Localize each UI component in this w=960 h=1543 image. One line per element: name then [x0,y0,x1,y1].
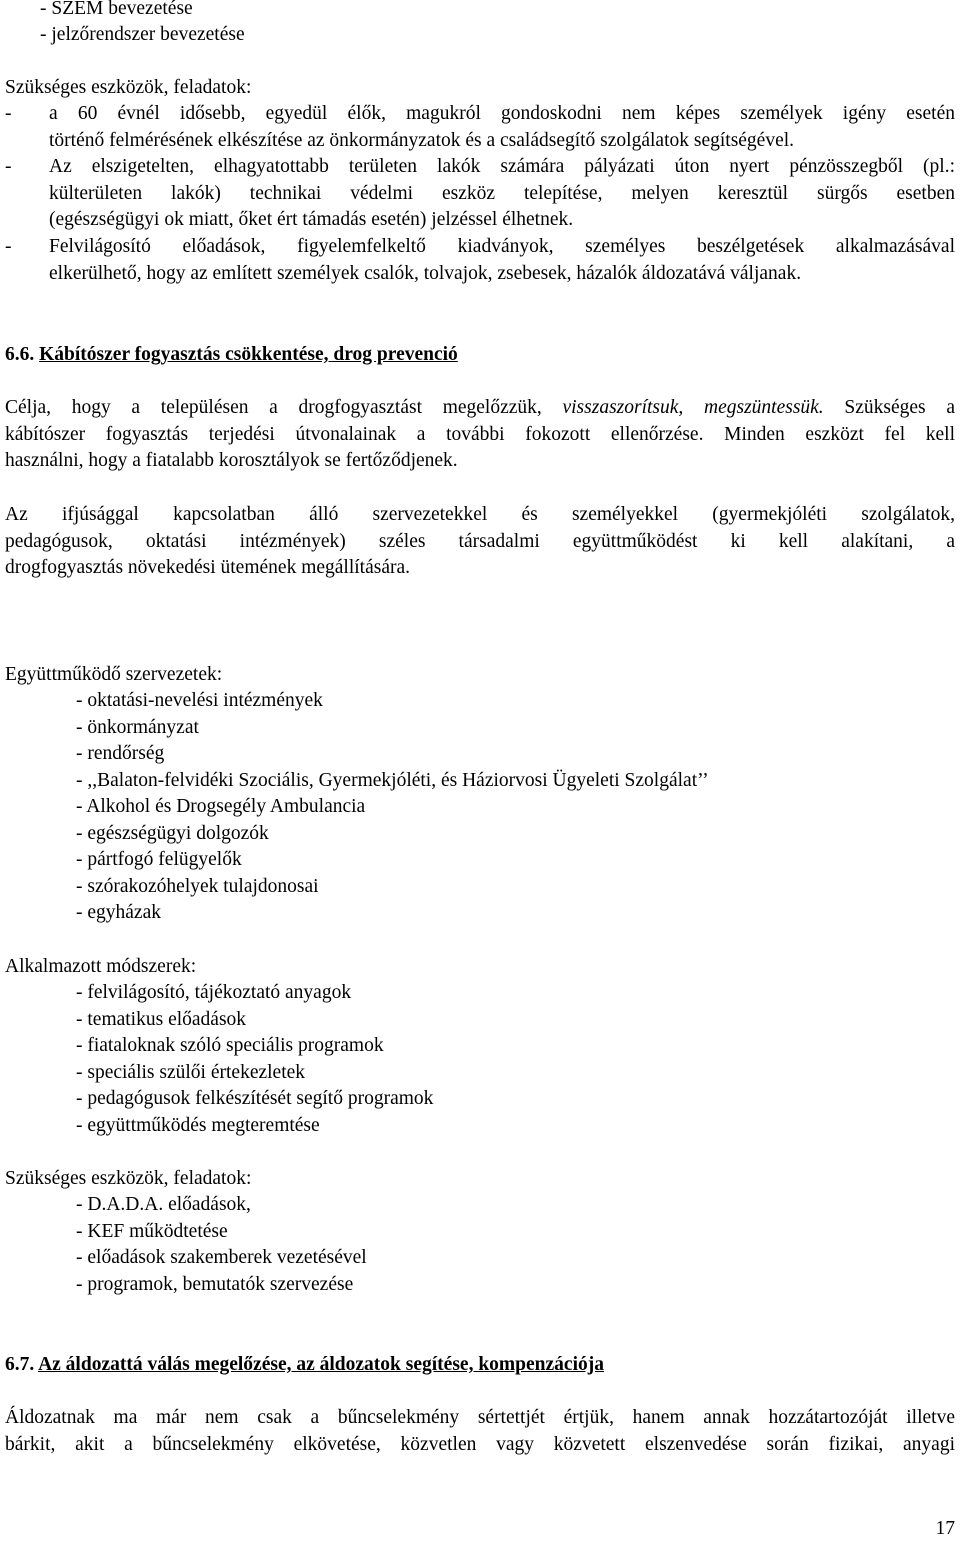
bullet-item: - Felvilágosító előadások, figyelemfelkeltő kiadványok, személyes beszélgetések alkalmazásával elkerülhető, hogy az említett személyek csalók, tolvajok, zsebesek, házalók áldozatává váljanak. [5,234,955,287]
list-item: - programok, bemutatók szervezése [76,1274,354,1295]
section-title: Az áldozattá válás megelőzése, az áldozatok segítése, kompenzációja [38,1354,604,1375]
list-item: - rendőrség [76,743,165,764]
list-item: - SZEM bevezetése [40,0,193,19]
text-line: kábítószer fogyasztás terjedési útvonalainak a további fokozott ellenőrzése. Minden eszközt fel kell [5,423,955,445]
section-label: Együttműködő szervezetek: [5,664,223,685]
paragraph [5,395,955,475]
list-item: - egyházak [76,902,161,923]
list-item: - pártfogó felügyelők [76,849,242,870]
list-item: - együttműködés megteremtése [76,1115,320,1136]
list-item: - D.A.D.A. előadások, [76,1194,251,1215]
text-line: használni, hogy a fiatalabb korosztályok se fertőződjenek. [5,450,458,471]
section-heading [5,342,458,369]
list-item: - speciális szülői értekezletek [76,1062,306,1083]
list-item: - előadások szakemberek vezetésével [76,1247,367,1268]
list-item: - pedagógusok felkészítését segítő programok [76,1088,434,1109]
section-number: 6.7. [5,1354,35,1375]
list-item: - KEF működtetése [76,1221,228,1242]
bullet-item: - a 60 évnél idősebb, egyedül élők, magukról gondoskodni nem képes személyek igény esetén történő felmérésének elkészítése az önkormányzatok és a családsegítő szolgálatok segítségével. [5,101,955,154]
section-number: 6.6. [5,344,35,365]
bullet-text: (egészségügyi ok miatt, őket ért támadás esetén) jelzéssel élhetnek. [49,209,574,230]
page-number: 17 [935,1518,955,1539]
section-label: Szükséges eszközök, feladatok: [5,77,252,98]
section-label: Alkalmazott módszerek: [5,956,197,977]
section-label: Szükséges eszközök, feladatok: [5,1168,252,1189]
text-run: Szükséges a [844,397,955,418]
bullet-text: történő felmérésének elkészítése az önkormányzatok és a családsegítő szolgálatok segítségével. [49,129,795,151]
bullet-text: Felvilágosító előadások, figyelemfelkeltő kiadványok, személyes beszélgetések alkalmazásával [49,236,955,257]
list-item: - Alkohol és Drogsegély Ambulancia [76,796,366,817]
list-item: - felvilágosító, tájékoztató anyagok [76,982,352,1003]
text-line: pedagógusok, oktatási intézmények) széles társadalmi együttműködést ki kell alakítani, a [5,530,955,552]
italic-text: visszaszorítsuk, megszüntessük. [562,397,824,418]
list-item: - ,,Balaton-felvidéki Szociális, Gyermekjóléti, és Háziorvosi Ügyeleti Szolgálat’’ [76,770,709,791]
text-line: drogfogyasztás növekedési ütemének megállítására. [5,557,411,578]
text-line: Az ifjúsággal kapcsolatban álló szervezetekkel és személyekkel (gyermekjóléti szolgálatok, [5,504,955,525]
bullet-text: Az elszigetelten, elhagyatottabb területen lakók számára pályázati úton nyert pénzösszegből (pl.: [49,156,955,177]
list-item: - tematikus előadások [76,1009,247,1030]
bullet-text: elkerülhető, hogy az említett személyek csalók, tolvajok, zsebesek, házalók áldozatává váljanak. [49,262,802,284]
paragraph [5,502,955,582]
section-title: Kábítószer fogyasztás csökkentése, drog prevenció [39,344,458,365]
list-item: - szórakozóhelyek tulajdonosai [76,876,319,897]
list-item: - oktatási-nevelési intézmények [76,690,323,711]
list-item: - fiataloknak szóló speciális programok [76,1035,384,1056]
text-run: Célja, hogy a településen a drogfogyasztást megelőzzük, [5,397,542,418]
list-item: - jelzőrendszer bevezetése [40,24,245,45]
paragraph [5,1405,955,1458]
section-heading [5,1352,604,1379]
text-line: Áldozatnak ma már nem csak a bűncselekmény sértettjét értjük, hanem annak hozzátartozóját illetve [5,1407,955,1428]
bullet-item: - Az elszigetelten, elhagyatottabb területen lakók számára pályázati úton nyert pénzösszegből (pl.: külterületen lakók) technikai védelmi eszköz telepítése, melyen keresztül sürgős esetben (egészségügyi ok miatt, őket ért támadás esetén) jelzéssel élhetnek. [5,154,955,234]
text-line: bárkit, akit a bűncselekmény elkövetése, közvetlen vagy közvetett elszenvedése során fizikai, anyagi [5,1433,955,1455]
bullet-text: a 60 évnél idősebb, egyedül élők, magukról gondoskodni nem képes személyek igény esetén [49,103,955,124]
list-item: - önkormányzat [76,717,199,738]
bullet-text: külterületen lakók) technikai védelmi eszköz telepítése, melyen keresztül sürgős esetben [49,182,955,204]
list-item: - egészségügyi dolgozók [76,823,269,844]
